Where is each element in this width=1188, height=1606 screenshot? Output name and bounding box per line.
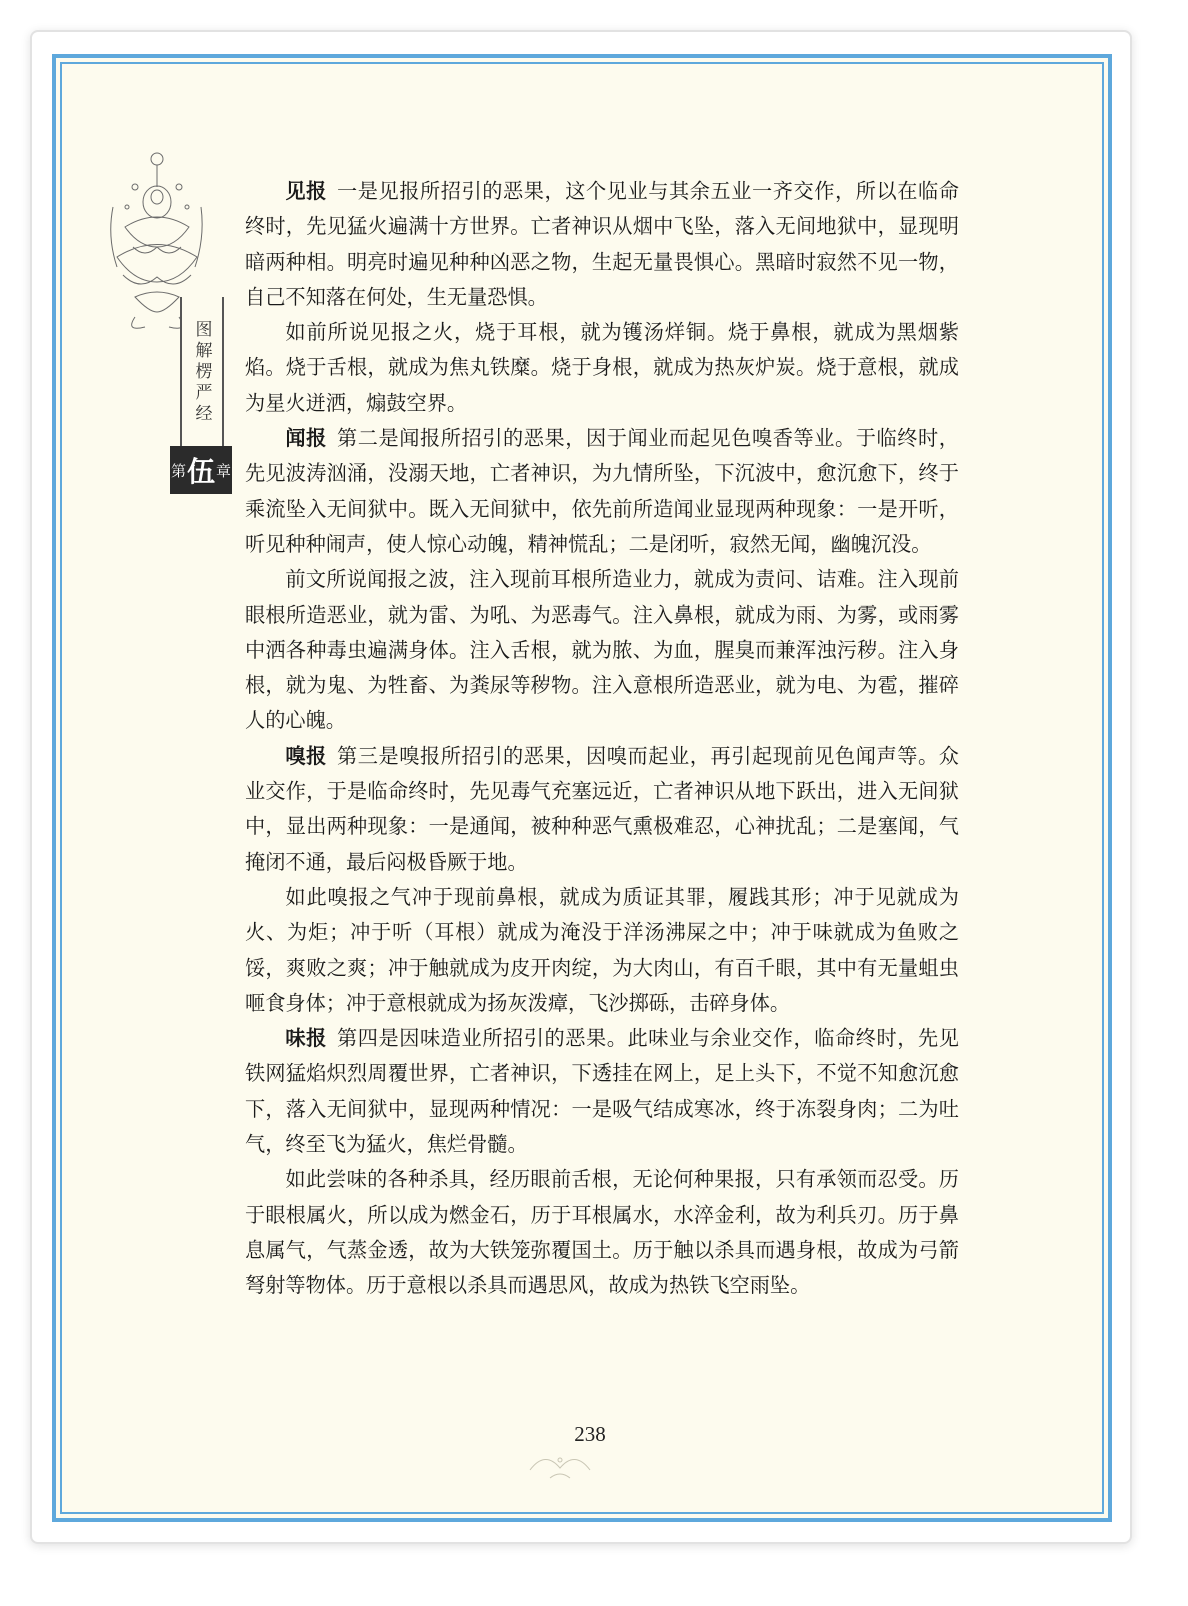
paragraph <box>245 1162 959 1303</box>
chapter-prefix: 第 <box>170 461 186 480</box>
paragraph-text: 如前所说见报之火，烧于耳根，就为镬汤烊铜。烧于鼻根，就成为黑烟紫焰。烧于舌根，就成为焦丸铁糜。烧于身根，就成为热灰炉炭。烧于意根，就成为星火迸洒，煽鼓空界。 <box>245 320 959 415</box>
section-heading: 味报 <box>285 1026 327 1051</box>
footer-flourish-icon <box>520 1440 600 1480</box>
paragraph-text: 如此尝味的各种杀具，经历眼前舌根，无论何种果报，只有承领而忍受。历于眼根属火，所以成为燃金石，历于耳根属水，水淬金利，故为利兵刃。历于鼻息属气，气蒸金透，故为大铁笼弥覆国土。历于触以杀具而遇身根，故成为弓箭弩射等物体。历于意根以杀具而遇思风，故成为热铁飞空雨坠。 <box>245 1167 959 1298</box>
book-title-vertical: 图解楞严经 <box>180 297 224 449</box>
body-text <box>245 174 959 1304</box>
section-heading: 嗅报 <box>285 743 327 768</box>
paragraph <box>245 315 959 421</box>
chapter-tab <box>170 446 232 494</box>
paragraph <box>245 174 959 315</box>
paragraph-text: 一是见报所招引的恶果，这个见业与其余五业一齐交作，所以在临命终时，先见猛火遍满十方世界。亡者神识从烟中飞坠，落入无间地狱中，显现明暗两种相。明亮时遍见种种凶恶之物，生起无量畏惧心。黑暗时寂然不见一物，自己不知落在何处，生无量恐惧。 <box>245 179 959 309</box>
paragraph-text: 第四是因味造业所招引的恶果。此味业与余业交作，临命终时，先见铁网猛焰炽烈周覆世界，亡者神识，下透挂在网上，足上头下，不觉不知愈沉愈下，落入无间狱中，显现两种情况：一是吸气结成寒冰，终于冻裂身肉；二为吐气，终至飞为猛火，焦烂骨髓。 <box>245 1026 959 1157</box>
section-heading: 见报 <box>285 179 327 203</box>
paragraph-text: 第三是嗅报所招引的恶果，因嗅而起业，再引起现前见色闻声等。众业交作，于是临命终时，先见毒气充塞远近，亡者神识从地下跃出，进入无间狱中，显出两种现象：一是通闻，被种种恶气熏极难忍，心神扰乱；二是塞闻，气掩闭不通，最后闷极昏厥于地。 <box>245 743 959 874</box>
paragraph <box>245 739 959 880</box>
paragraph-text: 如此嗅报之气冲于现前鼻根，就成为质证其罪，履践其形；冲于见就成为火、为炬；冲于听（耳根）就成为淹没于洋汤沸屎之中；冲于味就成为鱼败之馁，爽败之爽；冲于触就成为皮开肉绽，为大肉山，有百千眼，其中有无量蛆虫咂食身体；冲于意根就成为扬灰泼瘴，飞沙掷砾，击碎身体。 <box>245 884 959 1015</box>
page-number: 238 <box>574 1422 606 1446</box>
paragraph <box>245 421 959 562</box>
paragraph <box>245 1021 959 1162</box>
chapter-suffix: 章 <box>216 461 232 480</box>
paragraph <box>245 880 959 1021</box>
paragraph-text: 前文所说闻报之波，注入现前耳根所造业力，就成为责问、诘难。注入现前眼根所造恶业，就为雷、为吼、为恶毒气。注入鼻根，就成为雨、为雾，或雨雾中洒各种毒虫遍满身体。注入舌根，就为脓、为血，腥臭而兼浑浊污秽。注入身根，就为鬼、为牲畜、为粪尿等秽物。注入意根所造恶业，就为电、为雹，摧碎人的心魄。 <box>245 567 959 733</box>
paragraph <box>245 562 959 738</box>
section-heading: 闻报 <box>285 426 327 451</box>
chapter-number: 伍 <box>186 455 215 488</box>
paragraph-text: 第二是闻报所招引的恶果，因于闻业而起见色嗅香等业。于临终时，先见波涛汹涌，没溺天地，亡者神识，为九情所坠，下沉波中，愈沉愈下，终于乘流坠入无间狱中。既入无间狱中，依先前所造闻业显现两种现象：一是开听，听见种种闹声，使人惊心动魄，精神慌乱；二是闭听，寂然无闻，幽魄沉没。 <box>245 426 959 556</box>
